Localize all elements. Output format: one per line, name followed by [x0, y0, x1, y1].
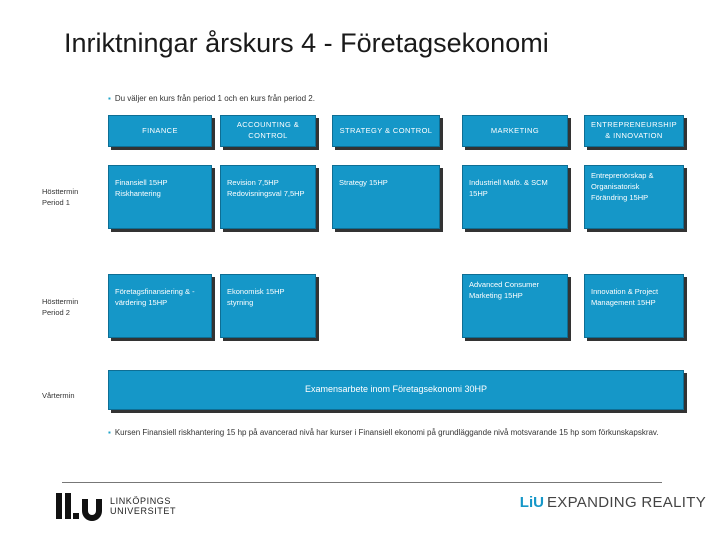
footer-divider [62, 482, 662, 483]
course-entrepreneurship-p1[interactable] [584, 165, 684, 229]
liu-mark-icon [56, 491, 106, 521]
course-entrepreneurship-p2-label: Innovation & Project Management 15HP [591, 287, 659, 307]
header-finance-label: FINANCE [142, 125, 178, 135]
row-label-period-2: Hösttermin Period 2 [42, 297, 79, 318]
course-finance-p2-label: Företagsfinansiering & -värdering 15HP [115, 287, 195, 307]
page-title: Inriktningar årskurs 4 - Företagsekonomi [64, 28, 549, 58]
course-marketing-p1-label: Industriell Mafö. & SCM 15HP [469, 178, 548, 198]
liu-logo-text: LINKÖPINGS UNIVERSITET [110, 495, 177, 516]
course-finance-p2[interactable] [108, 274, 212, 338]
bullet-icon: ▪ [108, 428, 111, 437]
course-marketing-p2-label: Advanced Consumer Marketing 15HP [469, 280, 540, 300]
row-label-spring: Vårtermin [42, 391, 75, 400]
tagline-text: EXPANDING REALITY [546, 494, 706, 511]
intro-label: Du väljer en kurs från period 1 och en kurs från period 2. [114, 94, 315, 103]
prerequisite-note [108, 427, 668, 439]
course-accounting-p2-label: Ekonomisk 15HP styrning [227, 287, 285, 307]
course-strategy-p1[interactable] [332, 165, 440, 229]
intro-text [108, 94, 315, 103]
header-entrepreneurship-innovation [584, 115, 684, 147]
course-accounting-p2[interactable] [220, 274, 316, 338]
course-entrepreneurship-p1-label: Entreprenörskap & Organisatorisk Förändring 15HP [591, 171, 654, 202]
bullet-icon: ▪ [108, 94, 111, 103]
expanding-reality-logo [520, 494, 706, 511]
course-finance-p1-label: Finansiell 15HP Riskhantering [115, 178, 168, 198]
header-finance [108, 115, 212, 147]
row-label-period-1: Hösttermin Period 1 [42, 187, 79, 208]
header-marketing [462, 115, 568, 147]
header-strategy-label: STRATEGY & CONTROL [339, 125, 433, 135]
liu-logo [56, 491, 180, 521]
header-accounting-control [220, 115, 316, 147]
thesis-label: Examensarbete inom Företagsekonomi 30HP [304, 384, 488, 395]
course-strategy-p1-label: Strategy 15HP [339, 178, 388, 187]
header-accounting-label: ACCOUNTING & CONTROL [236, 120, 300, 140]
course-marketing-p1[interactable] [462, 165, 568, 229]
prerequisite-note-text: Kursen Finansiell riskhantering 15 hp på avancerad nivå har kurser i Finansiell ekonomi på grundläggande nivå motsvarande 15 hp som förkunskapskrav. [114, 428, 659, 437]
liu-brand-text: LiU [519, 494, 544, 511]
header-entrepreneurship-label: ENTREPRENEURSHIP & INNOVATION [591, 120, 677, 140]
course-entrepreneurship-p2[interactable] [584, 274, 684, 338]
course-accounting-p1[interactable] [220, 165, 316, 229]
course-accounting-p1-label: Revision 7,5HP Redovisningsval 7,5HP [227, 178, 305, 198]
course-marketing-p2[interactable] [462, 274, 568, 338]
header-strategy-control [332, 115, 440, 147]
course-finance-p1[interactable] [108, 165, 212, 229]
thesis-box[interactable] [108, 370, 684, 410]
header-marketing-label: MARKETING [490, 125, 540, 135]
